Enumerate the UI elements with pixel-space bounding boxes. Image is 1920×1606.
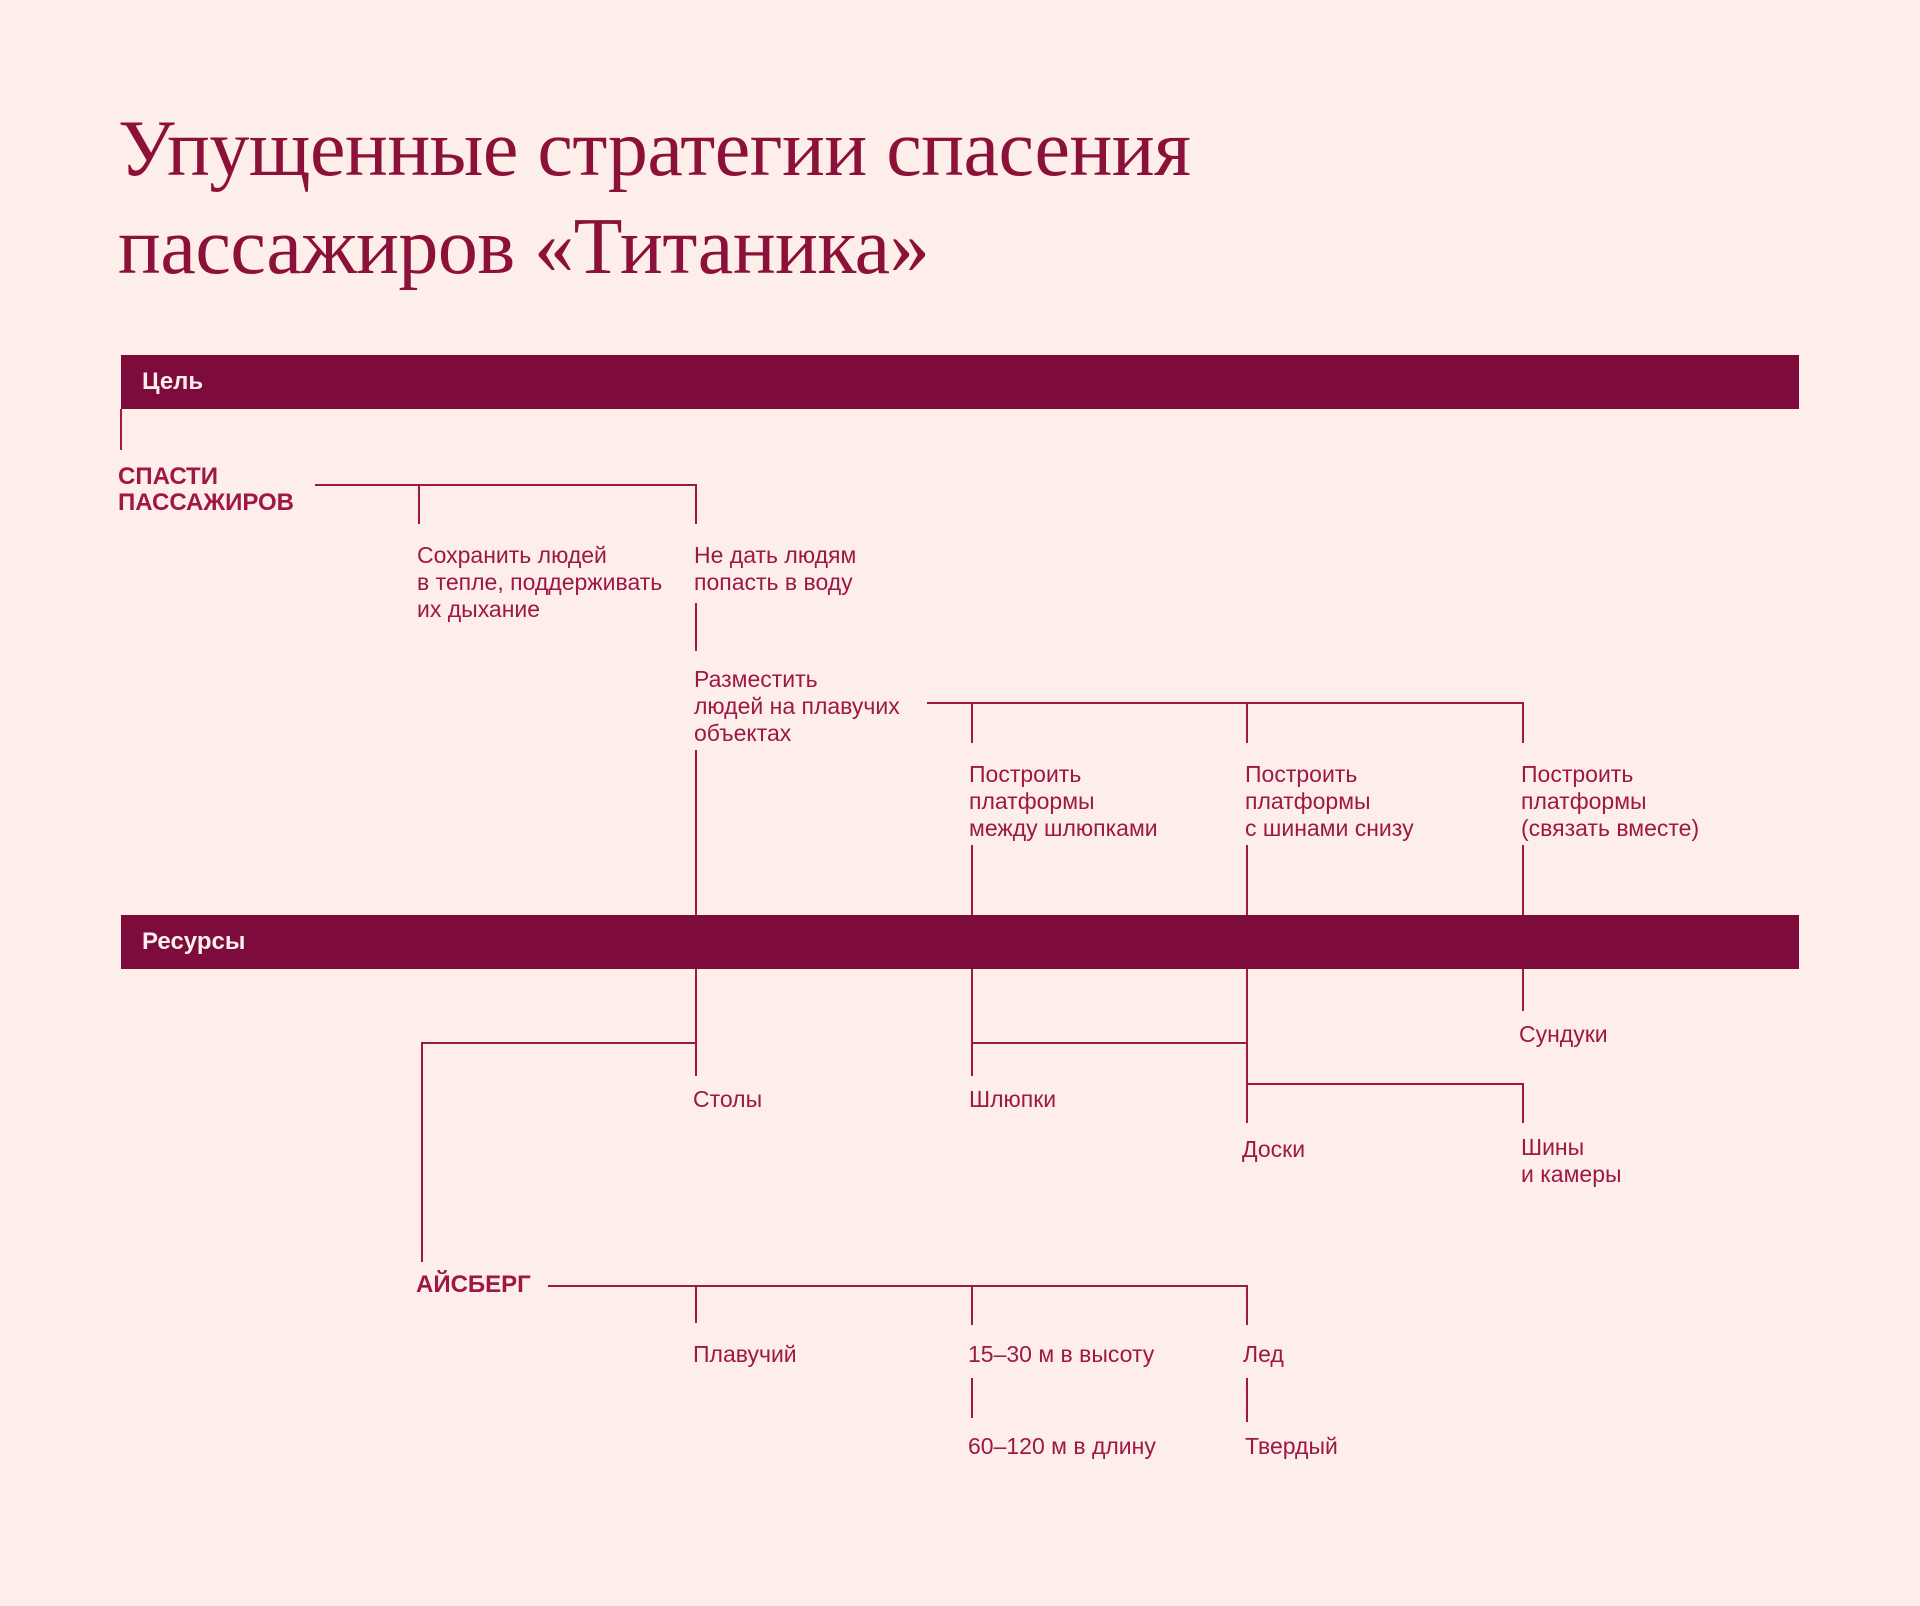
node-height bbox=[968, 1341, 1154, 1368]
corner-tires bbox=[1522, 1083, 1524, 1123]
node-platforms3-line2: платформы bbox=[1521, 788, 1647, 814]
stem-height-to-length bbox=[971, 1378, 973, 1418]
node-keep-warm-line1: Сохранить людей bbox=[417, 542, 607, 568]
resources-section-label: Ресурсы bbox=[142, 928, 246, 955]
node-platforms2-line2: платформы bbox=[1245, 788, 1371, 814]
stem-platforms2-to-resources bbox=[1246, 845, 1248, 915]
bracket-boats-boards bbox=[971, 1042, 1248, 1044]
node-keep-warm bbox=[417, 542, 662, 623]
node-length bbox=[968, 1433, 1156, 1460]
node-iceberg-label: АЙСБЕРГ bbox=[416, 1271, 531, 1298]
stem-keep-warm bbox=[418, 484, 420, 524]
node-tables bbox=[693, 1086, 762, 1113]
node-boards-label: Доски bbox=[1242, 1136, 1306, 1162]
node-boats-label: Шлюпки bbox=[969, 1086, 1057, 1112]
node-keep-out-line2: попасть в воду bbox=[694, 569, 853, 595]
node-solid-label: Твердый bbox=[1245, 1433, 1338, 1459]
goal-section-bar bbox=[121, 355, 1799, 409]
node-boards bbox=[1242, 1136, 1305, 1163]
page-title-line2: пассажиров «Титаника» bbox=[118, 203, 930, 291]
node-platforms1-line1: Построить bbox=[969, 761, 1082, 787]
corner-keep-out bbox=[695, 484, 697, 524]
bracket-iceberg-tables bbox=[421, 1042, 697, 1044]
node-platforms1-line3: между шлюпками bbox=[969, 815, 1158, 841]
node-floating-label: Плавучий bbox=[693, 1341, 797, 1367]
node-save-passengers-line2: ПАССАЖИРОВ bbox=[118, 489, 295, 516]
node-floating bbox=[693, 1341, 797, 1368]
stem-tables bbox=[695, 969, 697, 1076]
node-length-label: 60–120 м в длину bbox=[968, 1433, 1156, 1459]
page-title bbox=[118, 100, 1190, 296]
node-keep-warm-line2: в тепле, поддерживать bbox=[417, 569, 663, 595]
node-keep-out-of-water bbox=[694, 542, 856, 596]
stem-iceberg bbox=[421, 1042, 423, 1262]
resources-section-bar bbox=[121, 915, 1799, 969]
goal-section-label: Цель bbox=[142, 368, 204, 395]
stem-boats bbox=[971, 969, 973, 1076]
corner-ice-top bbox=[1246, 1285, 1248, 1325]
stem-platforms1-to-resources bbox=[971, 845, 973, 915]
node-platforms2-line3: с шинами снизу bbox=[1245, 815, 1414, 841]
node-boats bbox=[969, 1086, 1056, 1113]
node-tires-line1: Шины bbox=[1521, 1134, 1585, 1160]
page-title-line1: Упущенные стратегии спасения bbox=[118, 105, 1191, 193]
bracket-boards-tires bbox=[1246, 1083, 1524, 1085]
node-platforms-between-boats bbox=[969, 761, 1158, 842]
stem-ice-to-solid bbox=[1246, 1378, 1248, 1422]
stem-platforms2-top bbox=[1246, 702, 1248, 743]
node-platforms1-line2: платформы bbox=[969, 788, 1095, 814]
stem-trunks bbox=[1522, 969, 1524, 1011]
node-trunks-label: Сундуки bbox=[1519, 1021, 1608, 1047]
node-ice bbox=[1243, 1341, 1284, 1368]
stem-boards bbox=[1246, 969, 1248, 1123]
node-platforms-tires-below bbox=[1245, 761, 1414, 842]
stem-platforms3-to-resources bbox=[1522, 845, 1524, 915]
node-keep-out-line1: Не дать людям bbox=[694, 542, 857, 568]
node-platforms3-line1: Построить bbox=[1521, 761, 1634, 787]
bracket-iceberg-children bbox=[548, 1285, 1248, 1287]
stem-place-to-resources bbox=[695, 750, 697, 915]
node-platforms-tied-together bbox=[1521, 761, 1699, 842]
node-save-passengers-line1: СПАСТИ bbox=[118, 463, 218, 490]
node-platforms3-line3: (связать вместе) bbox=[1521, 815, 1700, 841]
bracket-save-children bbox=[315, 484, 697, 486]
bracket-place-children bbox=[927, 702, 1524, 704]
node-tables-label: Столы bbox=[693, 1086, 763, 1112]
node-iceberg bbox=[416, 1272, 531, 1298]
stem-platforms1-top bbox=[971, 702, 973, 743]
node-trunks bbox=[1519, 1021, 1608, 1048]
node-save-passengers bbox=[118, 464, 294, 516]
node-keep-warm-line3: их дыхание bbox=[417, 596, 541, 622]
connector-goal-stem bbox=[120, 409, 122, 450]
node-solid bbox=[1245, 1433, 1338, 1460]
node-place-on-floating bbox=[694, 666, 900, 747]
node-height-label: 15–30 м в высоту bbox=[968, 1341, 1155, 1367]
corner-platforms3-top bbox=[1522, 702, 1524, 743]
node-place-line2: людей на плавучих bbox=[694, 693, 900, 719]
node-tires-line2: и камеры bbox=[1521, 1161, 1622, 1187]
node-platforms2-line1: Построить bbox=[1245, 761, 1358, 787]
node-tires bbox=[1521, 1134, 1622, 1188]
stem-keep-out-down bbox=[695, 603, 697, 651]
node-place-line3: объектах bbox=[694, 720, 792, 746]
stem-floating bbox=[695, 1285, 697, 1323]
stem-height-top bbox=[971, 1285, 973, 1325]
node-ice-label: Лед bbox=[1243, 1341, 1284, 1367]
node-place-line1: Разместить bbox=[694, 666, 818, 692]
